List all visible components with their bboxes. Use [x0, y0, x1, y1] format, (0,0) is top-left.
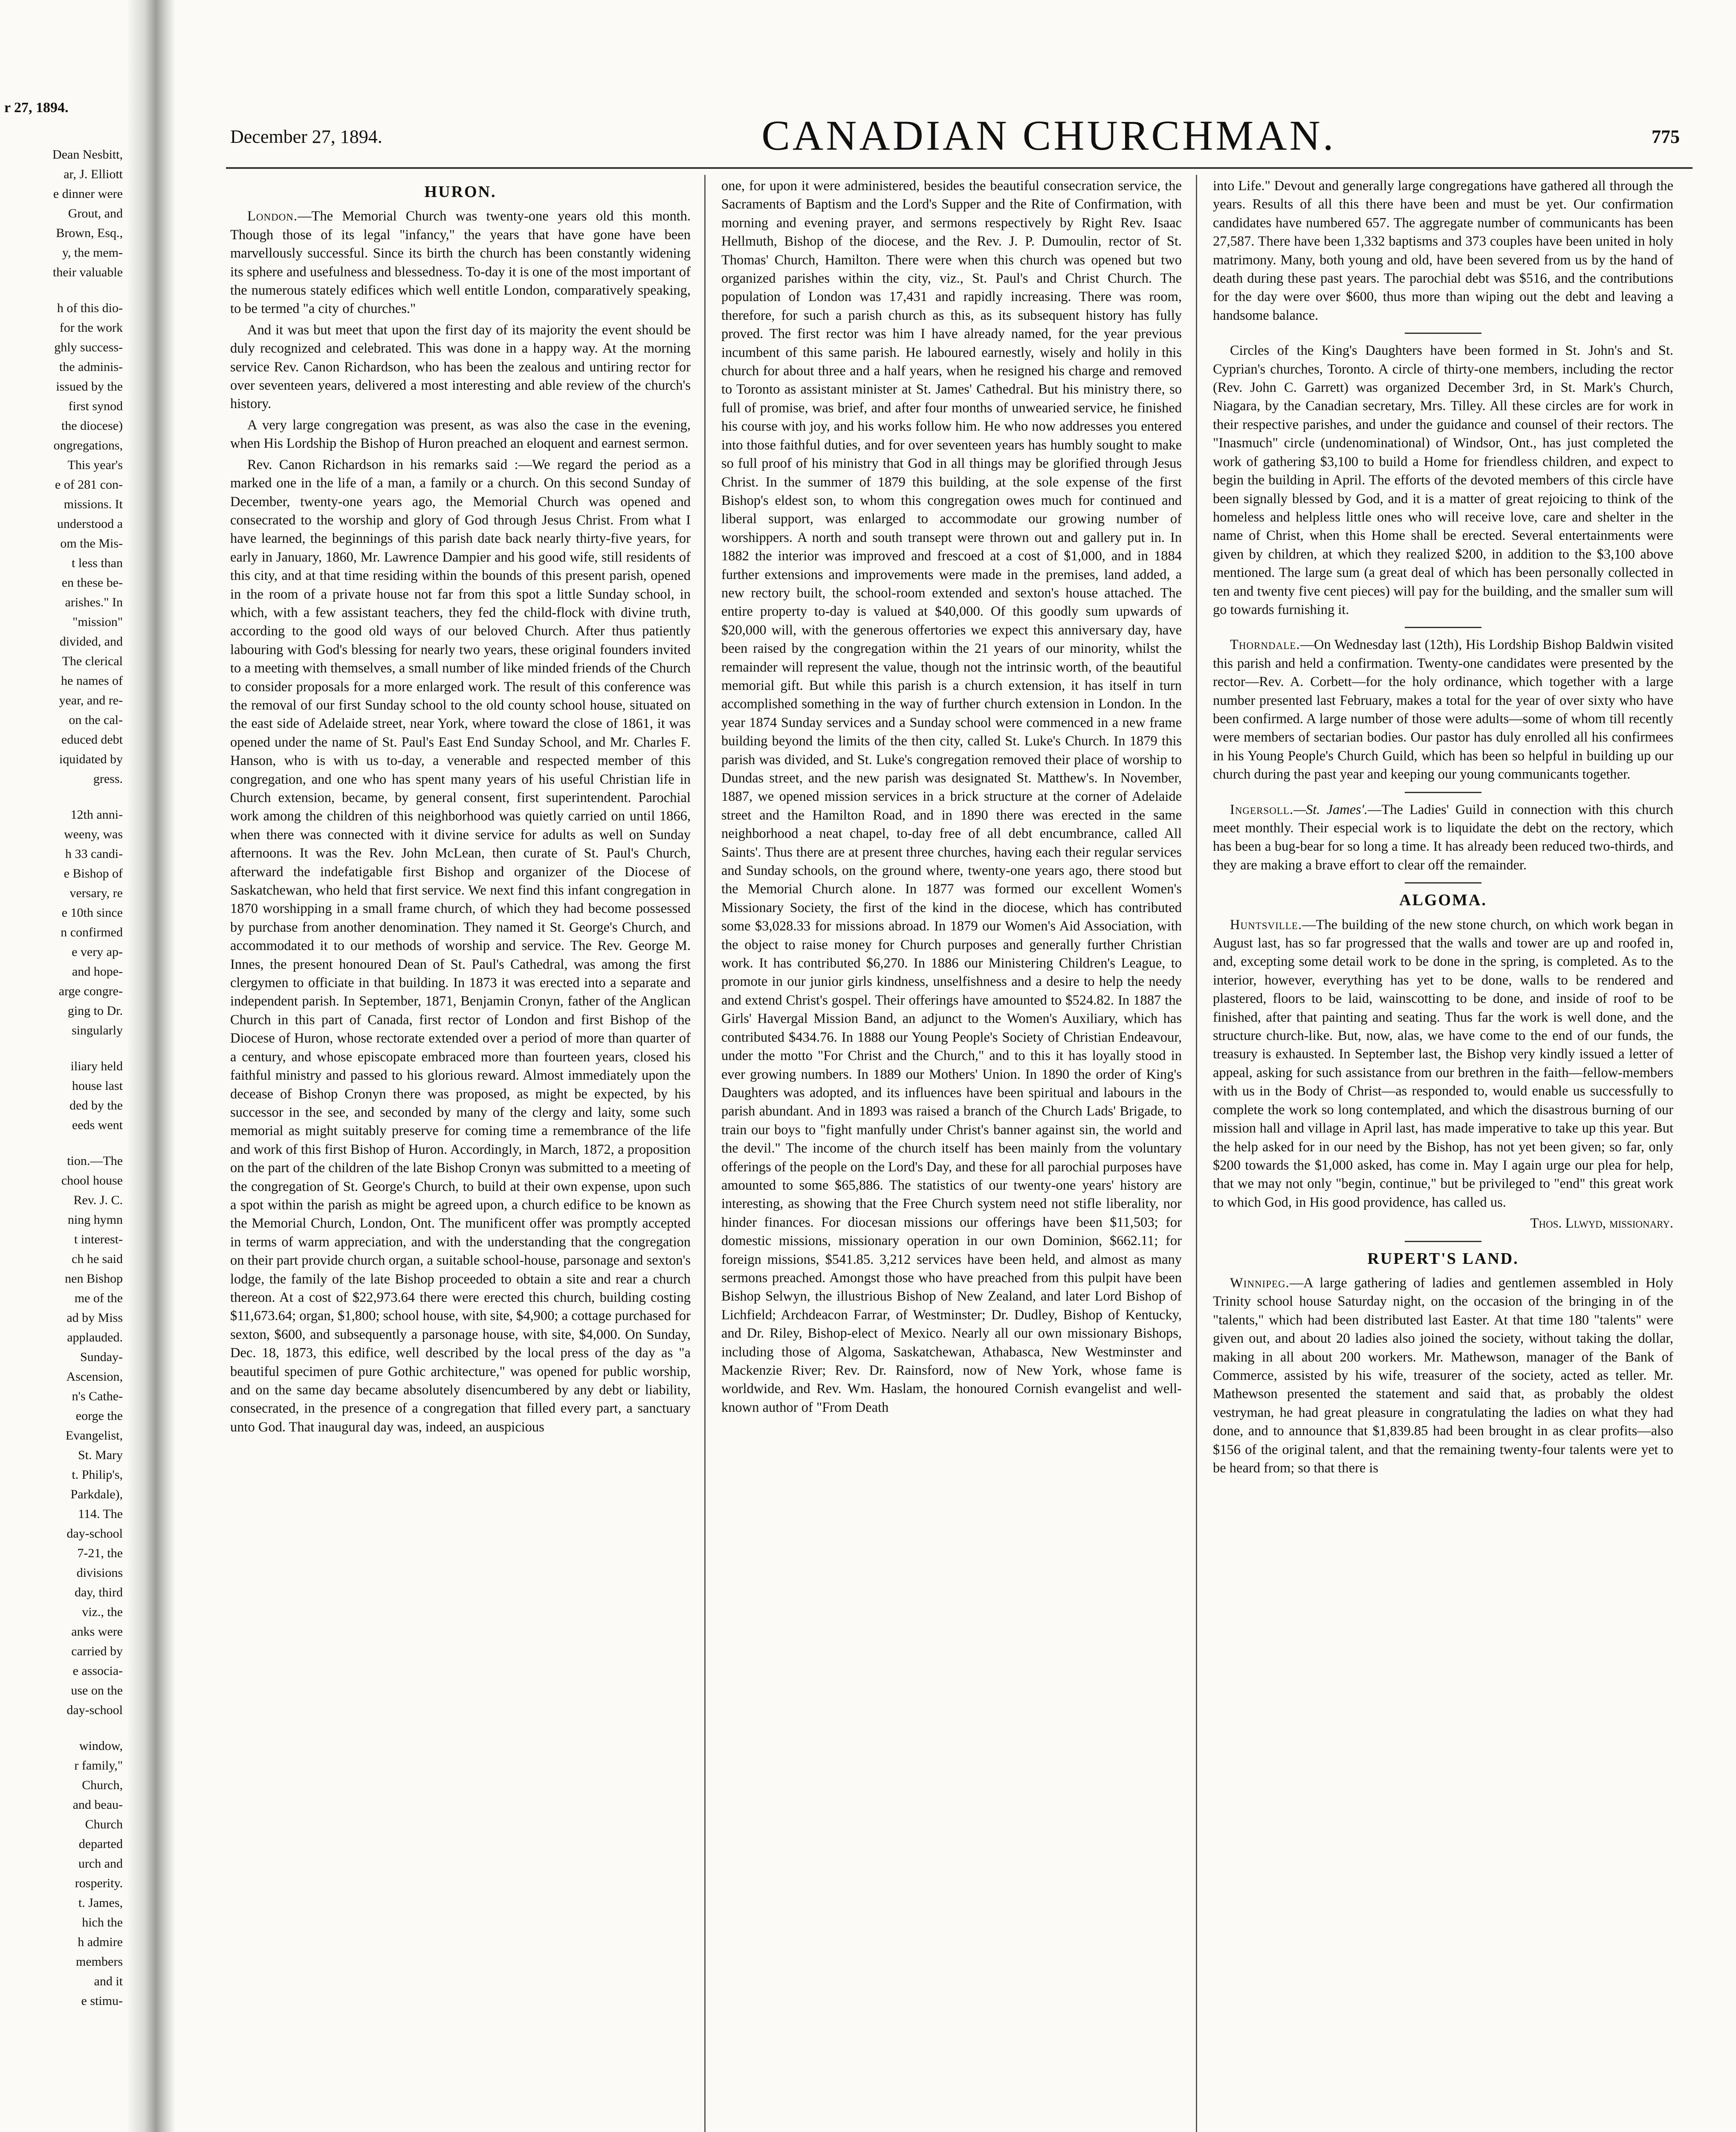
section-divider	[1405, 1241, 1481, 1242]
fragment-line: hich the	[82, 1915, 123, 1929]
fragment-line: Church	[85, 1817, 123, 1831]
fragment-line: anks were	[71, 1625, 123, 1639]
fragment-line: St. Mary	[78, 1448, 123, 1462]
paragraph-text: —A large gathering of ladies and gentlemen assembled in Holy Trinity school house Saturday night, on the occasion of the bringing in of the "talents," which had been distributed last Easter. At that time 180 "talents" were given out, and about 20 ladies also joined the society, without taking the dollar, making in all about 200 workers. Mr. Mathewson, manager of the Bank of Commerce, assisted by his wife, treasurer of the society, acted as teller. Mr. Mathewson presented the statement and said that, as probably the oldest vestryman, he had great pleasure in congratulating the ladies on what they had done, and to announce that $1,839.85 had been brought in as clear profits—also $156 of the original talent, and that the remaining twenty-four talents were yet to be heard from; so that there is	[1213, 1275, 1673, 1476]
fragment-line: ning hymn	[67, 1213, 123, 1227]
fragment-line: members	[76, 1955, 123, 1969]
fragment-line: Ascension,	[66, 1370, 123, 1384]
fragment-line: issued by the	[56, 379, 123, 394]
fragment-line: e associa-	[72, 1664, 123, 1678]
fragment-line: educed debt	[61, 733, 123, 747]
fragment-line: t. Philip's,	[72, 1468, 123, 1482]
dateline-place: Huntsville.	[1230, 917, 1302, 933]
fragment-line: This year's	[67, 458, 123, 472]
fragment-line: their valuable	[52, 265, 123, 279]
column-3	[1213, 177, 1673, 1480]
fragment-line: ded by the	[69, 1098, 123, 1112]
fragment-line: arishes." In	[65, 595, 123, 609]
fragment-line: en these be-	[61, 576, 123, 590]
fragment-line: Dean Nesbitt,	[52, 148, 123, 162]
fragment-line: eeds went	[72, 1118, 123, 1132]
fragment-line: ar, J. Elliott	[64, 167, 123, 181]
fragment-block	[0, 1151, 128, 1720]
fragment-line: h of this dio-	[57, 301, 123, 315]
fragment-line: viz., the	[82, 1605, 123, 1619]
fragment-line: departed	[78, 1837, 123, 1851]
fragment-line: n confirmed	[61, 925, 123, 939]
facing-page-text	[0, 145, 128, 2027]
masthead-title: CANADIAN CHURCHMAN.	[761, 112, 1336, 159]
column-rule-2	[1196, 175, 1197, 2132]
fragment-line: year, and re-	[59, 693, 123, 707]
fragment-line: divided, and	[59, 634, 123, 649]
fragment-line: and beau-	[72, 1798, 123, 1812]
article-paragraph: Circles of the King's Daughters have been formed in St. John's and St. Cyprian's churches, Toronto. A circle of thirty-one members, including the rector (Rev. John C. Garrett) was organized December 3rd, in St. Mark's Church, Niagara, by the Canadian secretary, Mrs. Tilley. All these circles are for work in their respective parishes, and under the guidance and counsel of their rectors. The "Inasmuch" circle (undenominational) of Windsor, Ont., has just completed the work of gathering $3,100 to build a Home for friendless children, and expect to begin the building in April. The efforts of the devoted members of this circle have been signally blessed by God, and it is a matter of great rejoicing to think of the homeless and helpless little ones who will receive love, care and shelter in the name of Christ, when this Home shall be erected. Several entertainments were given by children, at which they realized $200, in addition to the $3,100 above mentioned. The large sum (a great deal of which has been personally collected in ten and twenty five cent pieces) will pay for the building, and the smaller sum will go towards furnishing it.	[1213, 343, 1673, 617]
fragment-line: ongregations,	[53, 438, 123, 452]
header-rule	[226, 167, 1693, 169]
fragment-line: and it	[94, 1974, 123, 1988]
column-rule-1	[704, 175, 706, 2132]
fragment-line: on the cal-	[69, 713, 123, 727]
section-divider	[1405, 792, 1481, 793]
fragment-line: "mission"	[72, 615, 123, 629]
section-title-algoma: ALGOMA.	[1399, 891, 1487, 910]
facing-page-header: r 27, 1894.	[4, 100, 69, 116]
fragment-line: e very ap-	[72, 945, 123, 959]
fragment-line: the adminis-	[59, 360, 123, 374]
article-paragraph: one, for upon it were administered, besides the beautiful consecration service, the Sacraments of Baptism and the Lord's Supper and the Rite of Confirmation, with morning and evening prayer, and sermons respectively by Right Rev. Isaac Hellmuth, Bishop of the diocese, and the Rev. J. P. Dumoulin, rector of St. Thomas' Church, Hamilton. There were when this church was opened but two organized parishes within the city, viz., St. Paul's and Christ Church. The population of London was 17,431 and rapidly increasing. There was room, therefore, for such a parish church as this, as its subsequent history has fully proved. The first rector was him I have already named, for the year previous incumbent of this same parish. He laboured earnestly, wisely and holily in this church for about three and a half years, when he resigned his charge and removed to Toronto as assistant minister at St. James' Cathedral. But his ministry there, so full of promise, was brief, and after four months of unwearied service, he finished his course with joy, and his works follow him. He who now addresses you entered into those faithful duties, and for over seventeen years has humbly sought to make so full proof of his ministry that God in all things may be glorified through Jesus Christ. In the summer of 1879 this building, at the sole expense of the first Bishop's eldest son, to whom this congregation owes much for continued and liberal support, was enlarged to accommodate our growing number of worshippers. A north and south transept were thrown out and gallery put in. In 1882 the interior was improved and frescoed at a cost of $1,000, and in 1884 further extensions and improvements were made in the premises, land added, a new rectory built, the school-room extended and sexton's house attached. The entire property to-day is valued at $40,000. Of this goodly sum upwards of $20,000 will, with the generous offertories we expect this anniversary day, have been raised by the congregation within the 21 years of our minority, whilst the remainder will represent the value, though not the intrinsic worth, of the beautiful memorial gift. But while this parish is a church extension, it has itself in turn accomplished something in the way of further church extension in London. In the year 1874 Sunday services and a Sunday school were commenced in a new frame building beyond the limits of the then city, called St. Luke's Church. In 1879 this parish was divided, and St. Luke's congregation removed their place of worship to Dundas street, and the new parish was designated St. Matthew's. In November, 1887, we opened mission services in a brick structure at the corner of Adelaide street and the Hamilton Road, and in 1890 there was erected in the same neighborhood a neat chapel, to-day free of all debt encumbrance, called All Saints'. Thus there are at present three churches, having each their regular services and Sunday schools, on the ground where, twenty-one years ago, there stood but the Memorial Church alone. In 1877 was formed our excellent Women's Missionary Society, the first of the kind in the diocese, which has contributed some $3,028.33 for missions abroad. In 1879 our Women's Aid Association, with the object to raise money for Church purposes and generally further Christian work. It has contributed $6,270. In 1886 our Ministering Children's League, to promote in our junior girls kindness, unselfishness and a desire to help the needy and extend Christ's gospel. Their offerings have amounted to $524.82. In 1887 the Girls' Havergal Mission Band, an adjunct to the Women's Auxiliary, which has contributed $434.76. In 1888 our Young People's Society of Christian Endeavour, under the motto "For Christ and the Church," and to this it has loyally stood in ever growing numbers. In 1889 our Mothers' Union. In 1890 the order of King's Daughters was adopted, and its influences have been spiritual and labours in the parish abundant. And in 1893 was raised a branch of the Church Lads' Brigade, to train our boys to "fight manfully under Christ's banner against sin, the world and the devil." The income of the church itself has been mainly from the voluntary offerings of the people on the Lord's Day, and these for all parochial purposes have amounted to some $65,886. The statistics of our twenty-one years' history are interesting, as showing that the Free Church system need not stifle liberality, nor hinder finances. For diocesan missions our offerings have been $11,503; for domestic missions, missionary operation in our own Dominion, $662.11; for foreign missions, $541.85. 3,212 services have been held, and almost as many sermons preached. Amongst those who have preached from this pulpit have been Bishop Selwyn, the illustrious Bishop of New Zealand, and later Lord Bishop of Lichfield; Archdeacon Farrar, of Westminster; Dr. Dudley, Bishop of Kentucky, and Dr. Riley, Bishop-elect of Mexico. Nearly all our own missionary Bishops, including those of Algoma, Saskatchewan, Athabasca, New Westminster and Mackenzie River; Rev. Dr. Rainsford, now of New York, whose fame is worldwide, and Rev. Wm. Haslam, the honoured Cornish evangelist and well-known author of "From Death	[721, 178, 1182, 1415]
page-number: 775	[1652, 126, 1680, 147]
fragment-line: window,	[79, 1739, 123, 1753]
fragment-line: missions. It	[64, 497, 123, 511]
fragment-line: ging to Dr.	[67, 1004, 123, 1018]
fragment-line: t less than	[72, 556, 123, 570]
dateline-place: Winnipeg.	[1230, 1275, 1290, 1291]
fragment-line: 12th anni-	[70, 808, 123, 822]
column-2	[721, 177, 1182, 1419]
paragraph-text: —The building of the new stone church, on which work began in August last, has so far progressed that the walls and tower are up and roofed in, and, excepting some detail work to be done in the spring, is completed. As to the interior, however, everything has yet to be done, walls to be rendered and plastered, floors to be laid, wainscotting to be done, and inside of roof to be finished, after that painting and seating. Thus far the work is well done, and the structure church-like. But, now, alas, we have come to the end of our funds, the treasury is exhausted. In September last, the Bishop very kindly issued a letter of appeal, asking for such assistance from our brethren in the faith—fellow-members with us in the Body of Christ—as responded to, would enable us successfully to complete the work so long contemplated, and which the disastrous burning of our mission hall and village in April last, has made imperative to take up this year. But the help asked for in our need by the Bishop, has not yet been given; so far, only $200 towards the $1,000 asked, has come in. May I again urge our plea for help, that we may not only "begin, continue," but be privileged to "end" this great work to which God, in His good providence, has called us.	[1213, 917, 1673, 1210]
fragment-line: day, third	[74, 1585, 123, 1599]
signature: Thos. Llwyd, missionary.	[1530, 1216, 1673, 1231]
fragment-line: divisions	[76, 1566, 123, 1580]
article-paragraph	[1213, 1274, 1673, 1477]
section-title-huron: HURON.	[424, 183, 497, 201]
dateline-place: Thorndale.	[1230, 637, 1300, 653]
dateline-place: London.	[247, 209, 298, 224]
dateline-place: Ingersoll.	[1230, 802, 1294, 817]
fragment-line: use on the	[71, 1683, 123, 1697]
fragment-block	[0, 805, 128, 1040]
fragment-line: and hope-	[72, 965, 123, 979]
fragment-line: gress.	[93, 772, 123, 786]
fragment-line: the diocese)	[61, 419, 123, 433]
fragment-block	[0, 298, 128, 789]
section-title-ruperts-land: RUPERT'S LAND.	[1367, 1249, 1519, 1268]
paragraph-text: —On Wednesday last (12th), His Lordship Bishop Baldwin visited this parish and held a confirmation. Twenty-one candidates were presented by the rector—Rev. A. Corbett—for the holy ordinance, which together with a large number presented last February, makes a total for the year of over sixty who have been confirmed. A large number of those were adults—some of whom till recently were members of sectarian bodies. Our pastor has duly enrolled all his confirmees in his Young People's Church Guild, which has been so helpful in building up our church during the past year and keeping our young communicants together.	[1213, 637, 1673, 782]
fragment-line: ad by Miss	[67, 1311, 123, 1325]
fragment-line: chool house	[61, 1173, 123, 1188]
fragment-line: urch and	[78, 1857, 123, 1871]
fragment-line: iquidated by	[59, 752, 123, 766]
fragment-line: e stimu-	[81, 1994, 123, 2008]
fragment-block	[0, 145, 128, 282]
article-paragraph	[1213, 801, 1673, 875]
fragment-line: carried by	[71, 1644, 123, 1658]
page-header	[196, 109, 1697, 159]
section-divider	[1405, 333, 1481, 334]
fragment-line: r family,"	[74, 1758, 123, 1773]
fragment-line: house last	[72, 1079, 123, 1093]
fragment-line: Brown, Esq.,	[56, 226, 123, 240]
fragment-line: singularly	[72, 1023, 123, 1037]
page-gutter	[128, 0, 175, 2132]
fragment-line: for the work	[59, 321, 123, 335]
article-paragraph	[1213, 916, 1673, 1212]
paragraph-text: —The Ladies' Guild in connection with this church meet monthly. Their especial work is to liquidate the debt on the rectory, which has been a bug-bear for so long a time. It has already been reduced two-thirds, and they are making a brave effort to clear off the remainder.	[1213, 802, 1673, 873]
fragment-line: ghly success-	[54, 340, 123, 354]
fragment-block	[0, 1057, 128, 1135]
fragment-line: Sunday-	[80, 1350, 123, 1364]
dateline-church: —St. James'.	[1293, 802, 1368, 817]
fragment-line: h admire	[78, 1935, 123, 1949]
fragment-line: iliary held	[70, 1059, 123, 1073]
article-paragraph: into Life." Devout and generally large congregations have gathered all through the years. Results of all this there have been and must be yet. Our confirmation candidates have numbered 657. The aggregate number of communicants has been 27,587. There have been 1,332 baptisms and 373 couples have been united in holy matrimony. Many, both young and old, have been severed from us by the hand of death during these past years. The parochial debt was $516, and the contributions for the day were over $600, thus more than wiping out the debt and leaving a handsome balance.	[1213, 178, 1673, 323]
fragment-line: weeny, was	[64, 827, 123, 841]
fragment-line: ch he said	[72, 1252, 123, 1266]
fragment-line: e of 281 con-	[55, 478, 123, 492]
fragment-line: Rev. J. C.	[73, 1193, 123, 1207]
fragment-line: eorge the	[75, 1409, 123, 1423]
fragment-line: y, the mem-	[62, 246, 123, 260]
column-1	[230, 177, 691, 1439]
fragment-line: understood a	[57, 517, 123, 531]
paragraph-text: —The Memorial Church was twenty-one years old this month. Though those of its legal "infancy," the years that have gone have been marvellously successful. Since its birth the church has been constantly widening its sphere and usefulness and blessedness. To-day it is one of the most important of the numerous stately edifices which well entitle London, comparatively speaking, to be termed "a city of churches."	[230, 209, 691, 317]
fragment-line: applauded.	[67, 1330, 123, 1344]
fragment-line: versary, re	[69, 886, 123, 900]
article-paragraph	[230, 207, 691, 318]
section-divider	[1405, 882, 1481, 884]
fragment-line: 114. The	[78, 1507, 123, 1521]
fragment-line: 7-21, the	[77, 1546, 123, 1560]
article-paragraph: And it was but meet that upon the first day of its majority the event should be duly recognized and celebrated. This was done in a happy way. At the morning service Rev. Canon Richardson, who has been the zealous and untiring rector for over seventeen years, delivered a most interesting and able review of the church's history.	[230, 322, 691, 412]
fragment-line: e dinner were	[53, 187, 123, 201]
fragment-line: day-school	[67, 1527, 123, 1541]
fragment-line: t. James,	[78, 1896, 123, 1910]
fragment-line: rosperity.	[75, 1876, 123, 1890]
fragment-line: he names of	[61, 674, 123, 688]
fragment-line: t interest-	[74, 1232, 123, 1246]
fragment-line: arge congre-	[58, 984, 123, 998]
fragment-line: tion.—The	[67, 1154, 123, 1168]
fragment-line: Evangelist,	[65, 1428, 123, 1443]
article-paragraph: Rev. Canon Richardson in his remarks said :—We regard the period as a marked one in the life of a man, a family or a church. On this second Sunday of December, twenty-one years ago, the Memorial Church was opened and consecrated to the worship and glory of God through Jesus Christ. From what I have learned, the beginnings of this parish date back nearly thirty-five years, for early in January, 1860, Mr. Lawrence Dampier and his good wife, still residents of this city, and at that time residing within the bounds of this present parish, opened in the room of a private house not far from this spot a little Sunday school, in which, with a few assistant teachers, they fed the child-flock with divine truth, according to the good old ways of our beloved Church. After thus patiently labouring with God's blessing for nearly two years, these original founders invited to a meeting with themselves, a small number of like minded friends of the Church to consider proposals for a more enlarged work. The result of this conference was the removal of our first Sunday school to the old county school house, situated on the east side of Adelaide street, near York, where toward the close of 1861, it was opened under the name of St. Paul's East End Sunday School, and Mr. Charles F. Hanson, who is with us to-day, a venerable and respected member of this congregation, and one who has spent many years of his useful Christian life in Church extension, became, by general consent, first superintendent. Parochial work among the children of this neighborhood was quietly carried on until 1866, when there was connected with it divine service for adults as well on Sunday afternoons. It was the Rev. John McLean, then curate of St. Paul's Church, afterward the indefatigable first Bishop and organizer of the Diocese of Saskatchewan, who held that first service. We next find this infant congregation in 1870 worshipping in a small frame church, of which they had become possessed by purchase from another denomination. They named it St. George's Church, and accommodated it to our methods of worship and service. The Rev. George M. Innes, the present honoured Dean of St. Paul's Cathedral, was among the first clergymen to officiate in that building. In 1873 it was erected into a separate and independent parish. In September, 1871, Benjamin Cronyn, father of the Anglican Church in this part of Canada, first rector of London and first Bishop of the Diocese of Huron, whose rectorate extended over a period of more than quarter of a century, and whose episcopate embraced more than fourteen years, closed his faithful ministry and passed to his glorious reward. Almost immediately upon the decease of Bishop Cronyn there was proposed, as might be expected, by his successor in the see, and seconded by many of the clergy and laity, some such memorial as might suitably preserve for coming time a remembrance of the life and work of this first Bishop of Huron. Accordingly, in March, 1872, a proposition on the part of the children of the late Bishop Cronyn was submitted to a meeting of the congregation of St. George's Church, to build at their own expense, upon such a spot within the parish as might be agreed upon, a church edifice to be known as the Memorial Church, London, Ont. The munificent offer was promptly accepted in terms of warm appreciation, and with the understanding that the congregation on their part provide church organ, a suitable school-house, parsonage and sexton's lodge, the family of the late Bishop proceeded to obtain a site and rear a church thereon. At a cost of $22,973.64 there were erected this church, building costing $11,673.64; organ, $1,800; school house, with site, $4,900; a cottage purchased for sexton, $600, and subsequently a parsonage house, with site, $4,000. On Sunday, Dec. 18, 1873, this edifice, well described by the local press of the day as "a beautiful specimen of pure Gothic architecture," was opened for public worship, and on the same day became absolutely disencumbered by any debt or liability, consecrated, in the presence of a congregation that filled every part, a sanctuary unto God. That inaugural day was, indeed, an auspicious	[230, 457, 691, 1435]
article-paragraph: A very large congregation was present, as was also the case in the evening, when His Lordship the Bishop of Huron preached an eloquent and earnest sermon.	[230, 417, 691, 452]
fragment-line: The clerical	[62, 654, 123, 668]
issue-date: December 27, 1894.	[230, 126, 382, 147]
fragment-line: h 33 candi-	[65, 847, 123, 861]
fragment-line: Grout, and	[68, 206, 123, 220]
facing-page-fragment	[0, 98, 128, 2132]
fragment-line: me of the	[74, 1291, 123, 1305]
section-divider	[1405, 627, 1481, 628]
fragment-line: first synod	[68, 399, 123, 413]
article-paragraph	[1213, 636, 1673, 784]
fragment-line: day-school	[67, 1703, 123, 1717]
fragment-block	[0, 1736, 128, 2011]
fragment-line: e Bishop of	[64, 866, 123, 881]
fragment-line: Church,	[82, 1778, 123, 1792]
fragment-line: n's Cathe-	[72, 1389, 123, 1403]
fragment-line: om the Mis-	[60, 536, 123, 550]
fragment-line: nen Bishop	[65, 1272, 123, 1286]
fragment-line: e 10th since	[61, 906, 123, 920]
fragment-line: Parkdale),	[70, 1487, 123, 1501]
